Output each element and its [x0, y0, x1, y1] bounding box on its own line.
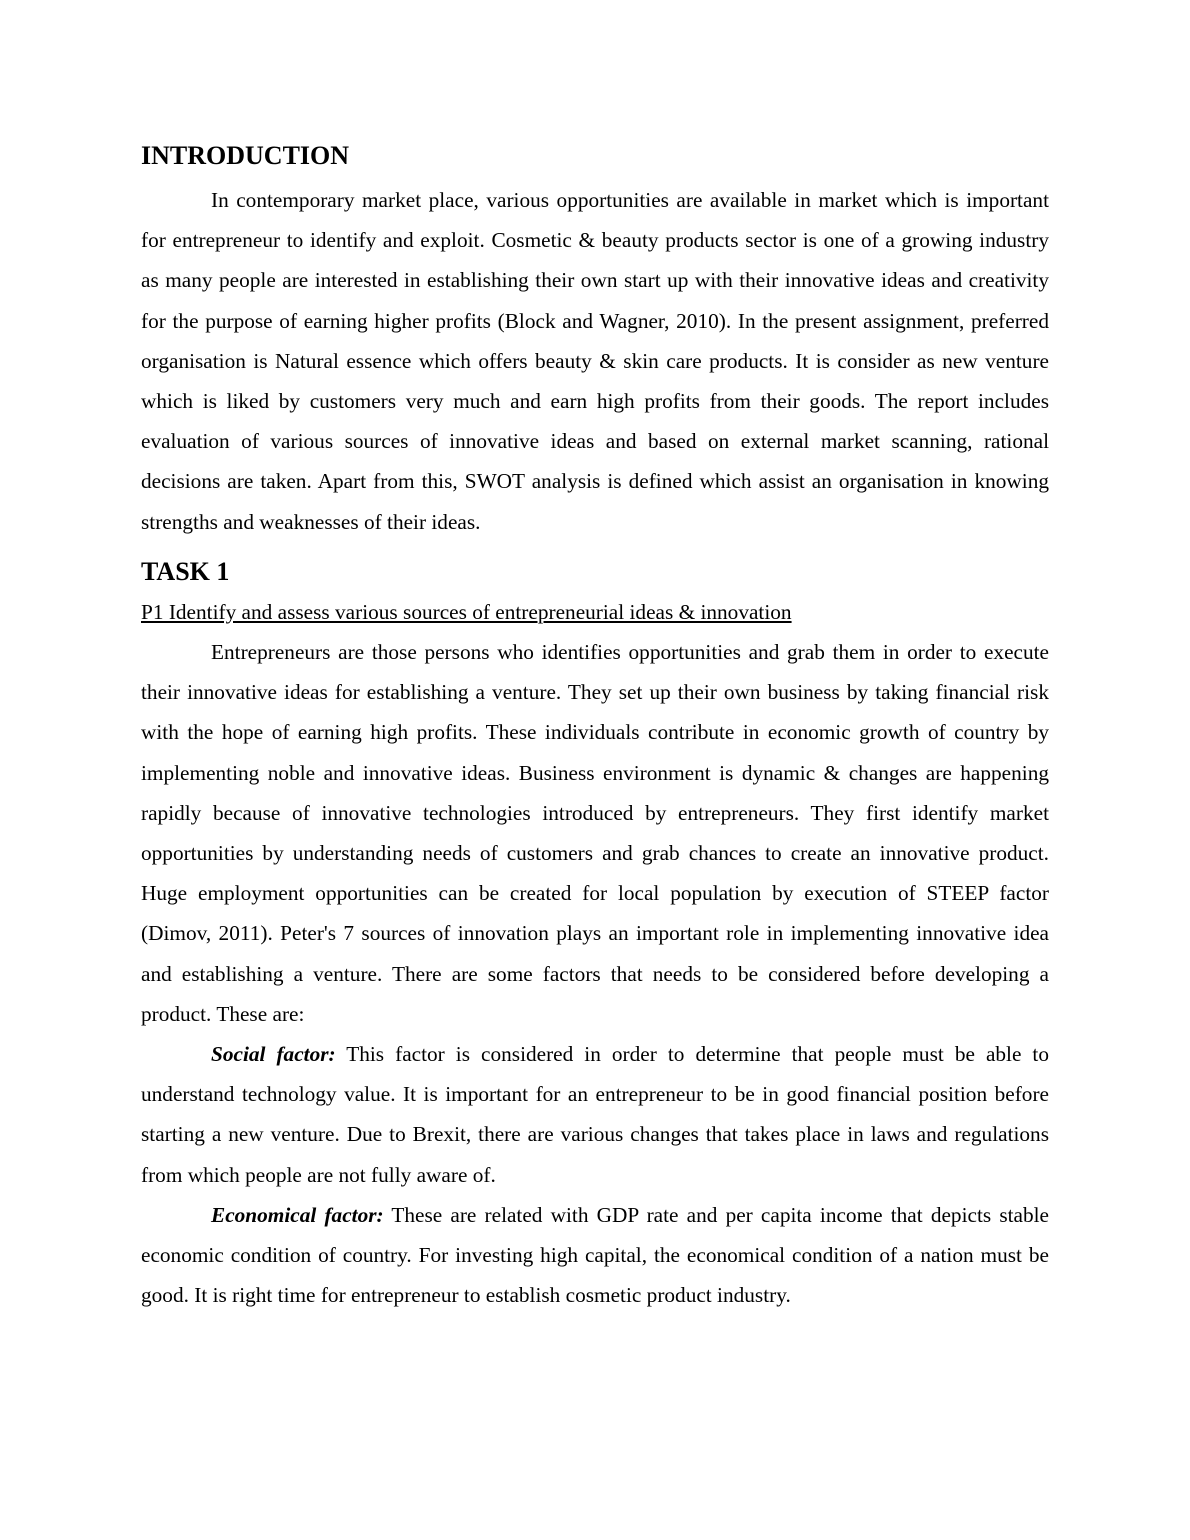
task1-paragraph: Entrepreneurs are those persons who identifies opportunities and grab them in order to execute their innovative ideas for establishing a venture. They set up their own business by taking financial risk with the hope of earning high profits. These individuals contribute in economic growth of country by implementing noble and innovative ideas. Business environment is dynamic & changes are happening rapidly because of innovative technologies introduced by entrepreneurs. They first identify market opportunities by understanding needs of customers and grab chances to create an innovative product. Huge employment opportunities can be created for local population by execution of STEEP factor (Dimov, 2011). Peter's 7 sources of innovation plays an important role in implementing innovative idea and establishing a venture. There are some factors that needs to be considered before developing a product. These are: [141, 640, 1049, 1026]
introduction-heading: INTRODUCTION [141, 141, 350, 170]
economical-factor-label: Economical factor: [211, 1202, 384, 1227]
social-factor-paragraph [141, 1034, 1049, 1195]
economical-factor-text: These are related with GDP rate and per capita income that depicts stable economic condition of country. For investing high capital, the economical condition of a nation must be good. It is right time for entrepreneur to establish cosmetic product industry. [141, 1202, 1049, 1308]
task1-subheading: P1 Identify and assess various sources of entrepreneurial ideas & innovation [141, 599, 792, 624]
introduction-paragraph: In contemporary market place, various opportunities are available in market which is important for entrepreneur to identify and exploit. Cosmetic & beauty products sector is one of a growing industry as many people are interested in establishing their own start up with their innovative ideas and creativity for the purpose of earning higher profits (Block and Wagner, 2010). In the present assignment, preferred organisation is Natural essence which offers beauty & skin care products. It is consider as new venture which is liked by customers very much and earn high profits from their goods. The report includes evaluation of various sources of innovative ideas and based on external market scanning, rational decisions are taken. Apart from this, SWOT analysis is defined which assist an organisation in knowing strengths and weaknesses of their ideas. [141, 188, 1049, 534]
economical-factor-paragraph [141, 1195, 1049, 1316]
document-page [141, 138, 1049, 1315]
social-factor-text: This factor is considered in order to determine that people must be able to understand technology value. It is important for an entrepreneur to be in good financial position before starting a new venture. Due to Brexit, there are various changes that takes place in laws and regulations from which people are not fully aware of. [141, 1042, 1050, 1187]
task1-heading: TASK 1 [141, 556, 230, 586]
social-factor-label: Social factor: [211, 1042, 336, 1067]
